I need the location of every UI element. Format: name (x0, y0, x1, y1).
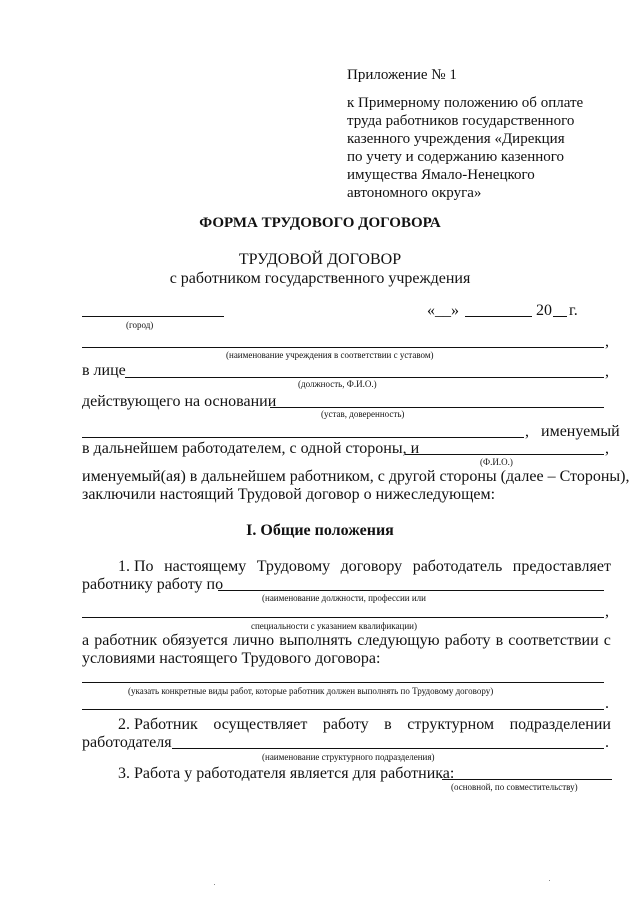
word: следующую (357, 632, 440, 649)
contract-subtitle: с работником государственного учреждения (169, 270, 471, 287)
employee-line: именуемый(ая) в дальнейшем работником, с другой стороны (далее – Стороны), (82, 468, 630, 485)
appendix-line-1: к Примерному положению об оплате (347, 95, 584, 111)
word: в (384, 716, 392, 733)
word: 2. Работник (118, 716, 198, 733)
appendix-line-5: имущества Ямало-Ненецкого (347, 167, 535, 183)
city-caption: (город) (126, 320, 154, 330)
word: настоящему (164, 558, 247, 575)
word: обязуется (162, 632, 228, 649)
comma: , (605, 603, 609, 620)
job-title-blank (218, 590, 604, 591)
clause-1-line-1 (118, 558, 611, 576)
work-types-blank-2 (82, 709, 604, 710)
word: структурном (407, 716, 495, 733)
city-blank (82, 316, 224, 317)
comma: , (525, 423, 529, 440)
clause-1-line-4: условиями настоящего Трудового договора: (82, 650, 381, 667)
comma: , (605, 440, 609, 457)
word: в (495, 632, 504, 649)
fio-caption: (Ф.И.О.) (480, 457, 513, 467)
appendix-line-3: казенного учреждения «Дирекция (347, 131, 565, 147)
unit-caption: (наименование структурного подразделения) (262, 752, 435, 762)
word: лично (232, 632, 275, 649)
institution-caption: (наименование учреждения в соответствии с уставом) (226, 350, 434, 360)
word: осуществляет (213, 716, 308, 733)
work-kind-blank (442, 779, 612, 780)
institution-blank (82, 347, 604, 348)
work-types-blank (82, 682, 604, 683)
word: подразделении (509, 716, 611, 733)
named-label: именуемый (541, 423, 620, 440)
period: . (605, 734, 609, 751)
date-day: «__» (427, 302, 459, 319)
date-month-blank (465, 316, 532, 317)
appendix-line-2: труда работников государственного (347, 113, 575, 129)
appendix-line-6: автономного округа» (347, 185, 482, 201)
clause-3-line: 3. Работа у работодателя является для работника: (118, 765, 455, 782)
appendix-title: Приложение № 1 (347, 67, 457, 83)
work-kind-caption: (основной, по совместительству) (451, 782, 578, 792)
word: а (82, 632, 90, 649)
date-year-blank (553, 316, 567, 317)
clause-1-line-3 (82, 632, 611, 650)
word: договору (340, 558, 403, 575)
scan-speck (549, 880, 550, 881)
word: работу (444, 632, 491, 649)
specialty-blank (82, 617, 604, 618)
date-year-suffix: г. (569, 302, 578, 319)
word: работник (94, 632, 158, 649)
section-1-heading: I. Общие положения (246, 522, 394, 539)
employer-name-blank (82, 437, 524, 438)
appendix-line-4: по учету и содержанию казенного (347, 149, 565, 165)
period: . (605, 695, 609, 712)
word: с (603, 632, 611, 649)
word: Трудовому (256, 558, 331, 575)
contract-title: ТРУДОВОЙ ДОГОВОР (238, 251, 402, 268)
scan-speck (214, 884, 215, 885)
word: работу (322, 716, 369, 733)
concluded-line: заключили настоящий Трудовой договор о нижеследующем: (82, 486, 496, 503)
work-types-caption: (указать конкретные виды работ, которые работник должен выполнять по Трудовому договору) (128, 686, 494, 696)
word: предоставляет (512, 558, 611, 575)
date-year-prefix: 20 (536, 302, 552, 319)
position-caption: (должность, Ф.И.О.) (298, 379, 377, 389)
word: работодатель (412, 558, 503, 575)
employer-line: в дальнейшем работодателем, с одной стороны, и (82, 440, 420, 457)
comma: , (605, 333, 609, 350)
specialty-caption: специальности с указанием квалификации) (251, 621, 417, 631)
form-title: ФОРМА ТРУДОВОГО ДОГОВОРА (199, 215, 441, 231)
word: выполнять (279, 632, 353, 649)
clause-1-line-2: работнику работу по (82, 576, 224, 593)
unit-blank (172, 748, 604, 749)
v-litse-label: в лице (82, 362, 126, 379)
word: соответствии (508, 632, 599, 649)
acting-label: действующего на основании (82, 393, 277, 410)
basis-blank (270, 407, 604, 408)
employee-fio-blank (405, 454, 604, 455)
word: 1. По (118, 558, 154, 575)
job-title-caption: (наименование должности, профессии или (262, 593, 426, 603)
clause-2-line-1 (118, 716, 611, 734)
clause-2-line-2: работодателя (82, 734, 172, 751)
comma: , (605, 363, 609, 380)
basis-caption: (устав, доверенность) (321, 409, 405, 419)
position-blank (125, 377, 604, 378)
